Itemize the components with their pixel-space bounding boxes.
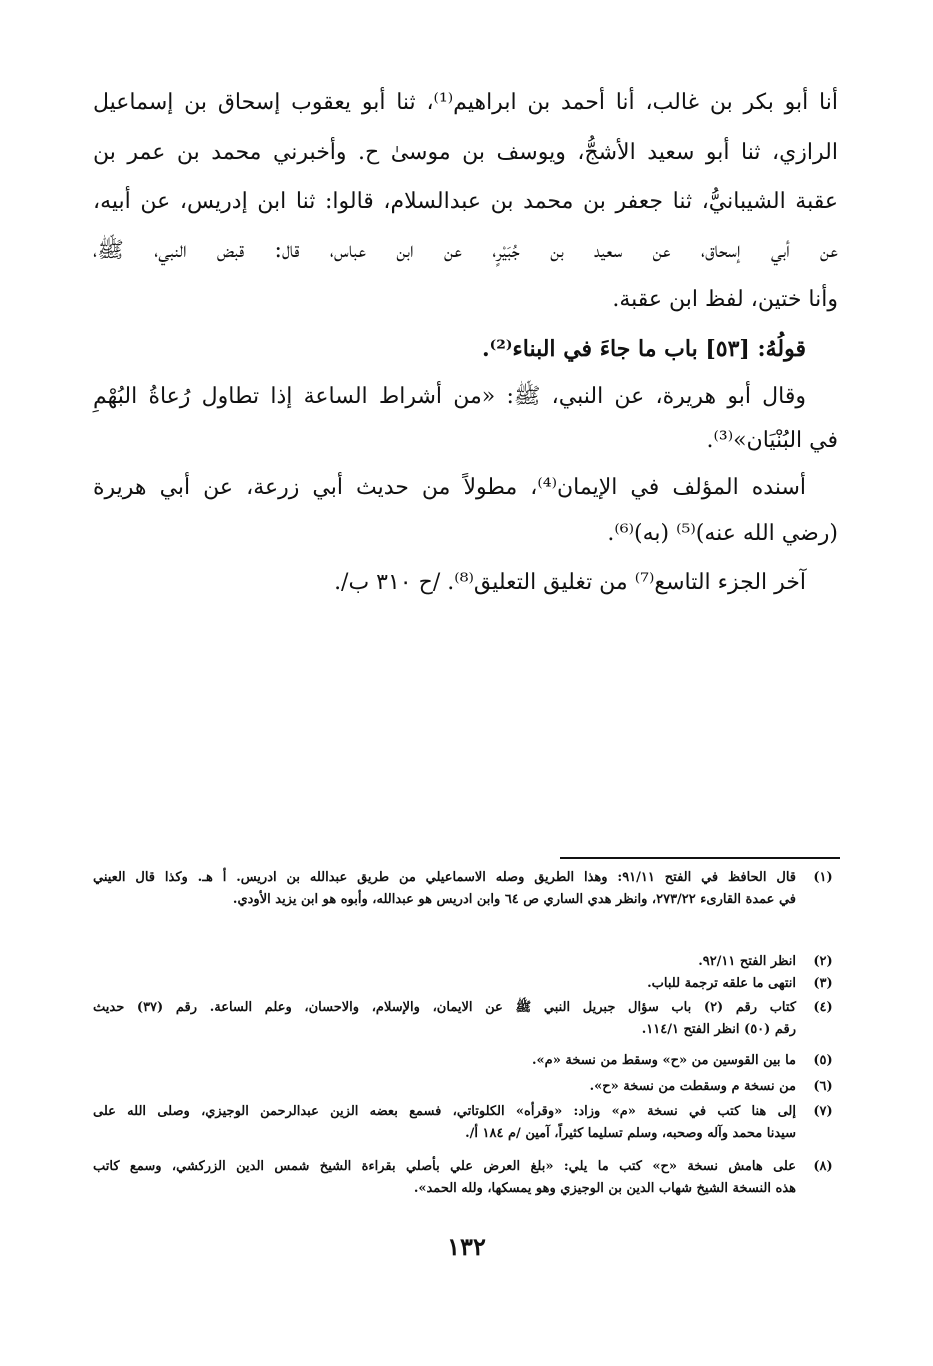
body-line: عن أبي إسحاق، عن سعيد بن جُبَيْرٍ، عن ابن عباس، قال: قبض النبي، ﷺ، bbox=[93, 238, 838, 263]
section-heading: قولُهُ: [٥٣] باب ما جاءَ في البناء⁽²⁾. bbox=[481, 336, 806, 362]
footnote-line: على هامش نسخة «ح» كتب ما يلي: «بلغ العرض علي بأصلي بقراءة الشيخ شمس الدين الزركشي، وسمع كاتب bbox=[93, 1159, 796, 1174]
footnote-number: (٨) bbox=[813, 1159, 833, 1174]
footnote-line: انتهى ما علقه ترجمة للباب. bbox=[647, 976, 796, 991]
footnote-line: ما بين القوسين من «ح» وسقط من نسخة «م». bbox=[532, 1053, 796, 1068]
footnote-line: سيدنا محمد وآله وصحبه، وسلم تسليما كثيراً، آمين /م ١٨٤ أ/. bbox=[465, 1126, 796, 1141]
isnad-line: أسنده المؤلف في الإيمان⁽⁴⁾، مطولاً من حديث أبي زرعة، عن أبي هريرة bbox=[93, 475, 806, 500]
footnote-line: من نسخة م وسقطت من نسخة «ح». bbox=[589, 1079, 796, 1094]
footnote-line: قال الحافظ في الفتح ٩١/١١: وهذا الطريق وصله الاسماعيلي من طريق عبدالله بن ادريس. أ هـ. وكذا قال العيني bbox=[93, 870, 796, 885]
body-line: أنا أبو بكر بن غالب، أنا أحمد بن ابراهيم⁽¹⁾، ثنا أبو يعقوب إسحاق بن إسماعيل bbox=[93, 90, 838, 115]
footnote-number: (٤) bbox=[813, 1000, 833, 1015]
footnote-separator bbox=[560, 857, 840, 859]
footnote-line: إلى هنا كتب في نسخة «م» وزاد: «وقرأه» الكلوتاتي، فسمع بعضه الزين عبدالرحمن الوجيزي، وصلى الله على bbox=[93, 1104, 796, 1119]
footnote-number: (١) bbox=[813, 870, 833, 885]
footnote-line: في عمدة القارىء ٢٧٣/٢٢، وانظر هدي الساري ص ٦٤ وابن ادريس هو عبدالله، وأبوه هو ابن يزيد الأودي. bbox=[232, 892, 796, 907]
body-line: عقبة الشيبانيُّ، ثنا جعفر بن محمد بن عبدالسلام، قالوا: ثنا ابن إدريس، عن أبيه، bbox=[93, 189, 838, 214]
footnote-line: انظر الفتح ٩٢/١١. bbox=[698, 954, 796, 969]
isnad-line: (رضي الله عنه)⁽⁵⁾ (به)⁽⁶⁾. bbox=[607, 521, 838, 546]
footnote-line: هذه النسخة الشيخ شهاب الدين بن الوجيزي وهو يمسكها، ولله الحمد». bbox=[413, 1181, 796, 1196]
footnote-number: (٧) bbox=[813, 1104, 833, 1119]
footnote-number: (٦) bbox=[813, 1079, 833, 1094]
footnote-number: (٣) bbox=[813, 976, 833, 991]
body-line: وأنا ختين، لفظ ابن عقبة. bbox=[612, 287, 838, 312]
footnote-number: (٢) bbox=[813, 954, 833, 969]
hadith-line: وقال أبو هريرة، عن النبي، ﷺ: «من أشراط الساعة إذا تطاول رُعاةُ البُهْمِ bbox=[93, 384, 806, 409]
page-number: ١٣٢ bbox=[447, 1232, 486, 1261]
footnote-number: (٥) bbox=[813, 1053, 833, 1068]
footnote-line: كتاب رقم (٢) باب سؤال جبريل النبي ﷺ عن الايمان، والإسلام، والاحسان، وعلم الساعة. رقم (٣٧) حديث bbox=[93, 1000, 797, 1015]
footnote-line: رقم (٥٠) انظر الفتح ١١٤/١. bbox=[641, 1022, 796, 1037]
body-line: الرازي، ثنا أبو سعيد الأشجُّ، ويوسف بن موسىٰ ح. وأخبرني محمد بن عمر بن bbox=[93, 140, 838, 165]
colophon: آخر الجزء التاسع⁽⁷⁾ من تغليق التعليق⁽⁸⁾. /ح ٣١٠ ب/. bbox=[334, 570, 806, 595]
hadith-line: في البُنْيَان»⁽³⁾. bbox=[706, 428, 838, 453]
